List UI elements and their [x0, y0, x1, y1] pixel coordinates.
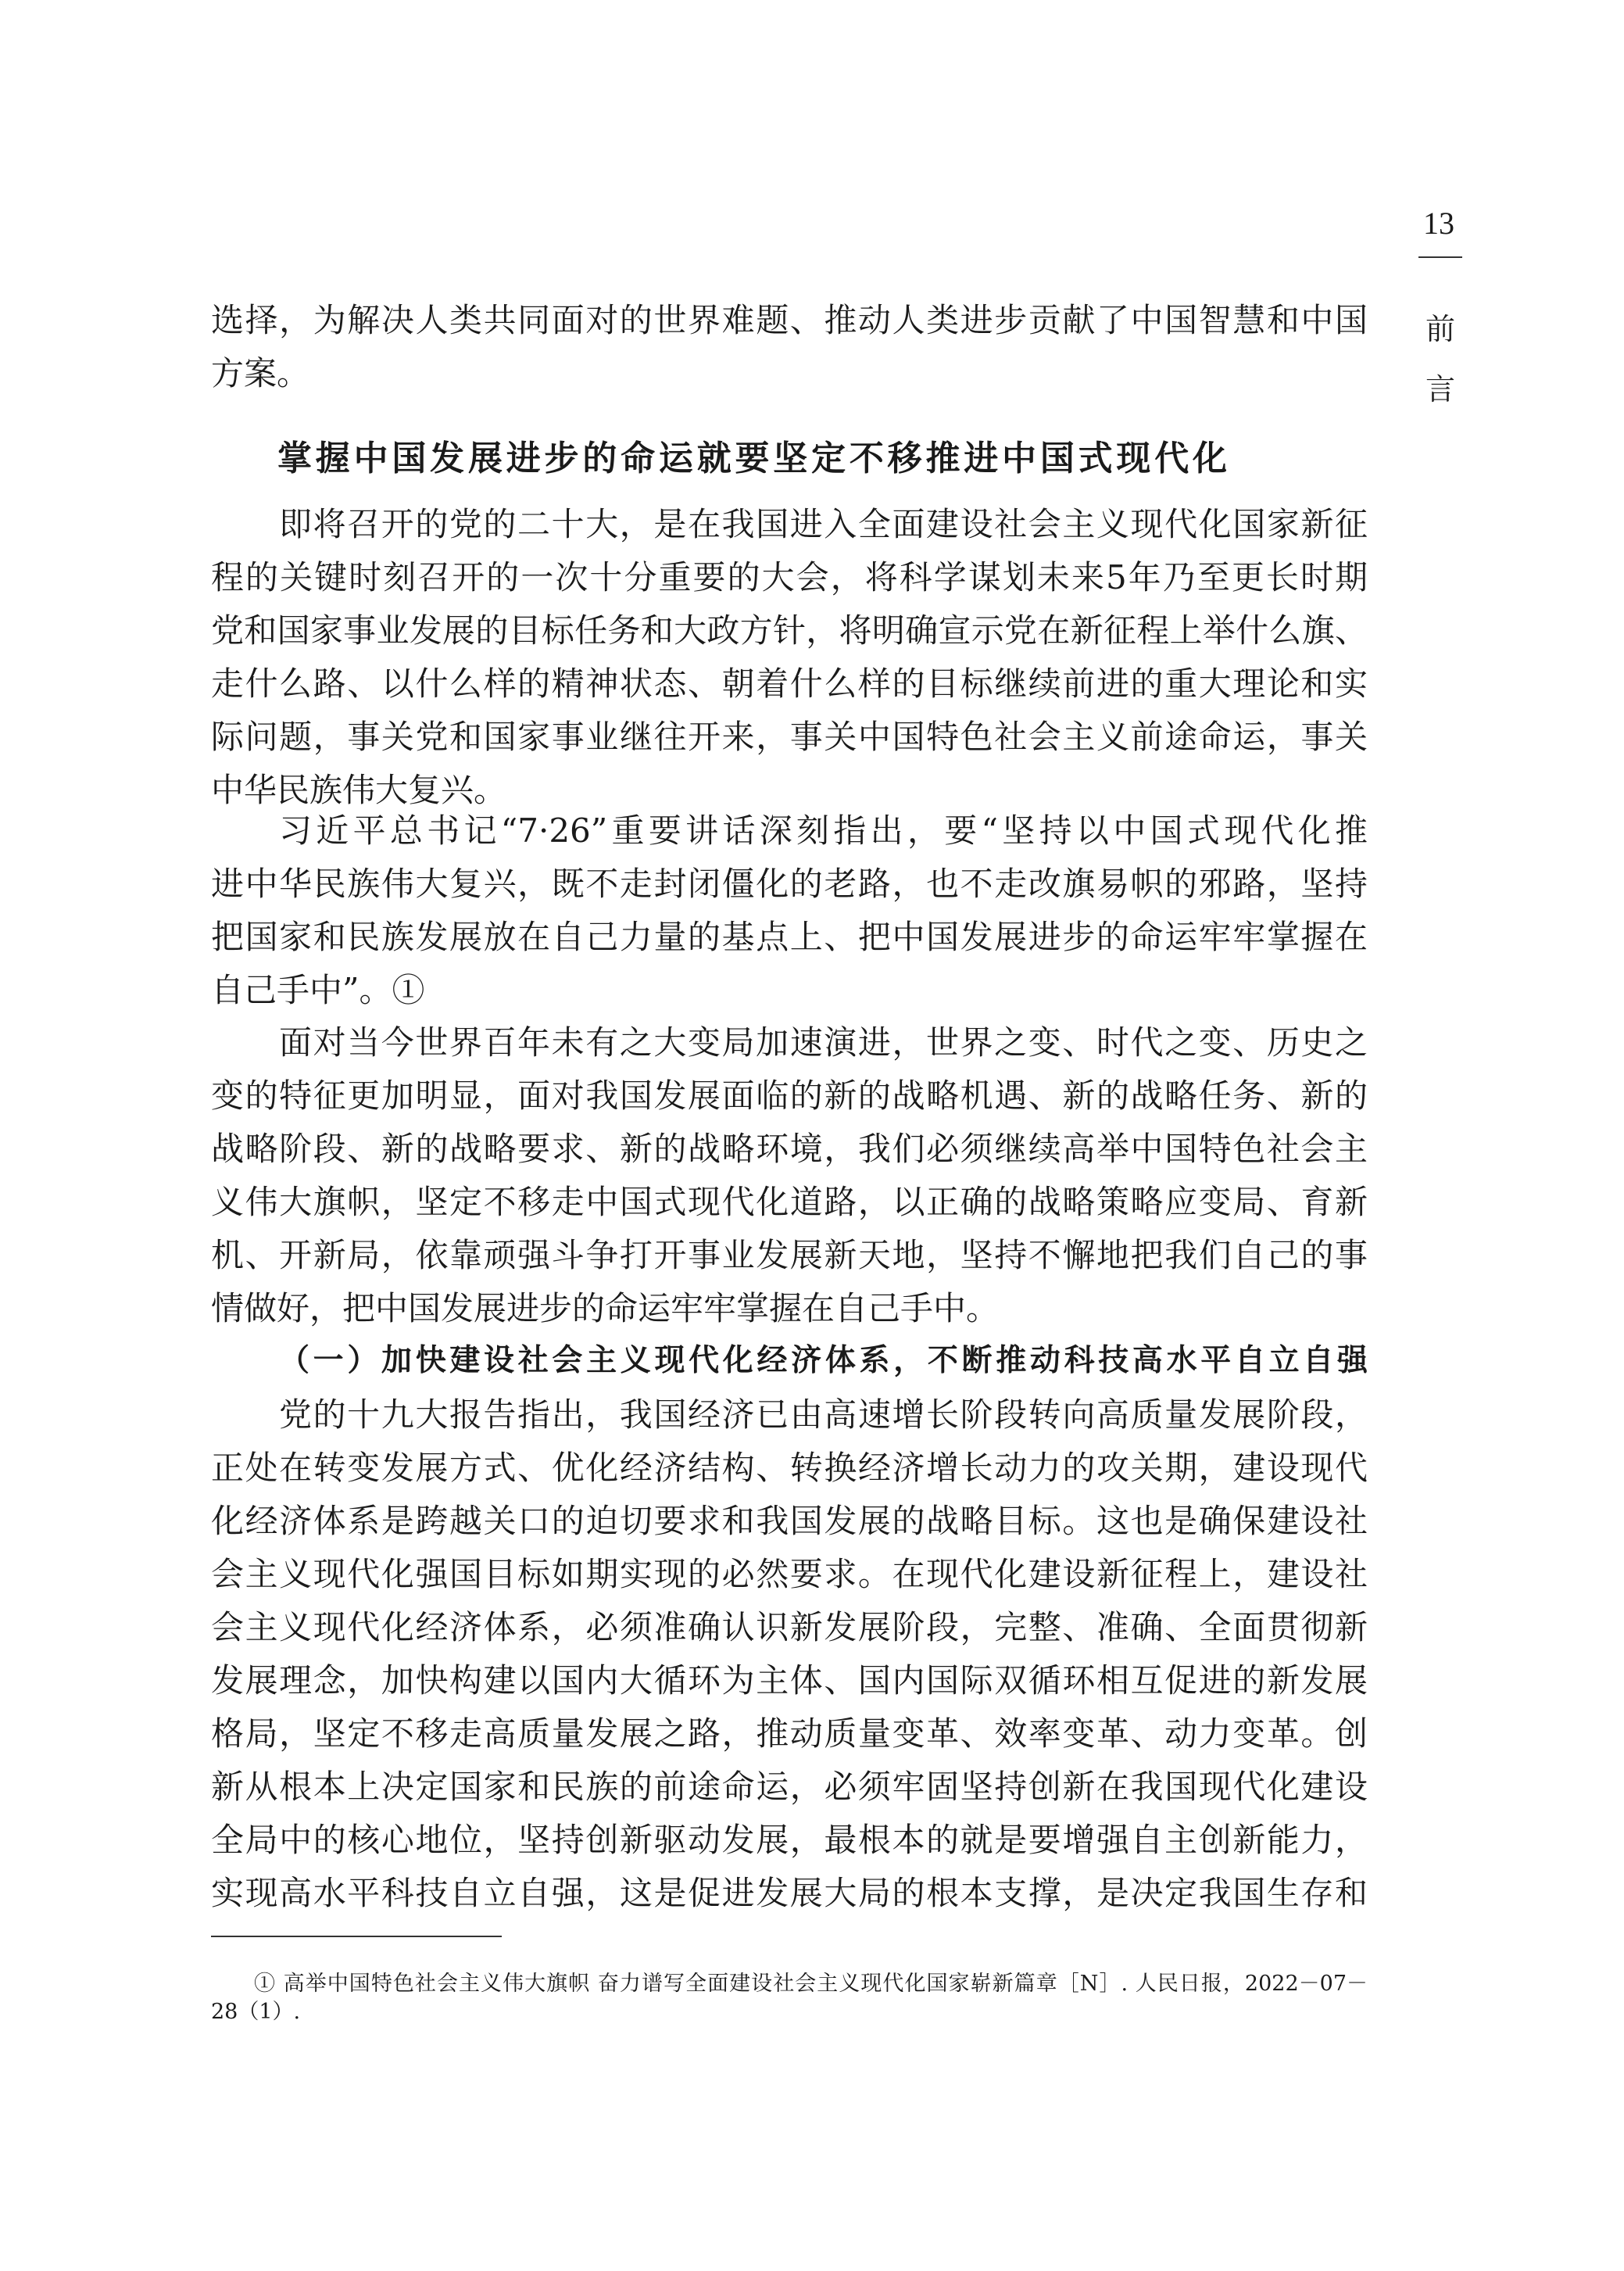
text-line: 全局中的核心地位，坚持创新驱动发展，最根本的就是要增强自主创新能力，	[211, 1821, 1368, 1859]
text-line: 际问题，事关党和国家事业继往开来，事关中国特色社会主义前途命运，事关	[211, 718, 1368, 756]
text-line: 情做好，把中国发展进步的命运牢牢掌握在自己手中。	[211, 1289, 1000, 1327]
text-line: 进中华民族伟大复兴，既不走封闭僵化的老路，也不走改旗易帜的邪路，坚持	[211, 865, 1368, 903]
paragraph	[211, 1016, 1368, 1335]
subsection-heading: （一）加快建设社会主义现代化经济体系，不断推动科技高水平自立自强	[279, 1343, 1368, 1378]
text-line: 机、开新局，依靠顽强斗争打开事业发展新天地，坚持不懈地把我们自己的事	[211, 1236, 1368, 1274]
paragraph	[211, 498, 1368, 817]
page-number: 13	[1423, 206, 1454, 241]
text-line: 新从根本上决定国家和民族的前途命运，必须牢固坚持创新在我国现代化建设	[211, 1768, 1368, 1806]
running-header-char: 前	[1425, 312, 1455, 346]
paragraph	[211, 294, 1368, 400]
text-line: 发展理念，加快构建以国内大循环为主体、国内国际双循环相互促进的新发展	[211, 1661, 1368, 1700]
text-line: 化经济体系是跨越关口的迫切要求和我国发展的战略目标。这也是确保建设社	[211, 1502, 1368, 1540]
paragraph	[211, 1388, 1368, 1920]
text-line: 程的关键时刻召开的一次十分重要的大会，将科学谋划未来5年乃至更长时期	[211, 558, 1368, 596]
text-line: 党和国家事业发展的目标任务和大政方针，将明确宣示党在新征程上举什么旗、	[211, 611, 1368, 650]
text-line: 习近平总书记“7·26”重要讲话深刻指出，要“坚持以中国式现代化推	[279, 811, 1368, 850]
text-line: 方案。	[211, 354, 310, 392]
text-line: 走什么路、以什么样的精神状态、朝着什么样的目标继续前进的重大理论和实	[211, 664, 1368, 703]
footnote-line: 28（1）.	[211, 2000, 301, 2024]
section-heading: 掌握中国发展进步的命运就要坚定不移推进中国式现代化	[277, 439, 1227, 478]
text-line: 义伟大旗帜，坚定不移走中国式现代化道路，以正确的战略策略应变局、育新	[211, 1183, 1368, 1221]
text-line: 格局，坚定不移走高质量发展之路，推动质量变革、效率变革、动力变革。创	[211, 1714, 1368, 1753]
text-line: 党的十九大报告指出，我国经济已由高速增长阶段转向高质量发展阶段，	[279, 1395, 1368, 1434]
text-line: 面对当今世界百年未有之大变局加速演进，世界之变、时代之变、历史之	[279, 1023, 1368, 1062]
text-line: 会主义现代化经济体系，必须准确认识新发展阶段，完整、准确、全面贯彻新	[211, 1608, 1368, 1646]
text-line: 会主义现代化强国目标如期实现的必然要求。在现代化建设新征程上，建设社	[211, 1555, 1368, 1593]
footnote-rule	[211, 1936, 502, 1937]
text-line: 中华民族伟大复兴。	[211, 771, 507, 809]
text-line: 正处在转变发展方式、优化经济结构、转换经济增长动力的攻关期，建设现代	[211, 1449, 1368, 1487]
footnote-line: ① 高举中国特色社会主义伟大旗帜 奋力谱写全面建设社会主义现代化国家崭新篇章［N］. 人民日报，2022－07－	[254, 1972, 1368, 1996]
page-number-rule	[1418, 256, 1462, 258]
paragraph	[211, 804, 1368, 1017]
text-line: 选择，为解决人类共同面对的世界难题、推动人类进步贡献了中国智慧和中国	[211, 301, 1368, 339]
text-line: 把国家和民族发展放在自己力量的基点上、把中国发展进步的命运牢牢掌握在	[211, 918, 1368, 956]
text-line: 战略阶段、新的战略要求、新的战略环境，我们必须继续高举中国特色社会主	[211, 1130, 1368, 1168]
text-line: 实现高水平科技自立自强，这是促进发展大局的根本支撑，是决定我国生存和	[211, 1874, 1368, 1912]
text-line: 变的特征更加明显，面对我国发展面临的新的战略机遇、新的战略任务、新的	[211, 1076, 1368, 1115]
footnote	[211, 1970, 1368, 2026]
running-header-char: 言	[1425, 372, 1455, 407]
text-line: 即将召开的党的二十大，是在我国进入全面建设社会主义现代化国家新征	[279, 505, 1368, 543]
text-line: 自己手中”。①	[211, 971, 425, 1009]
